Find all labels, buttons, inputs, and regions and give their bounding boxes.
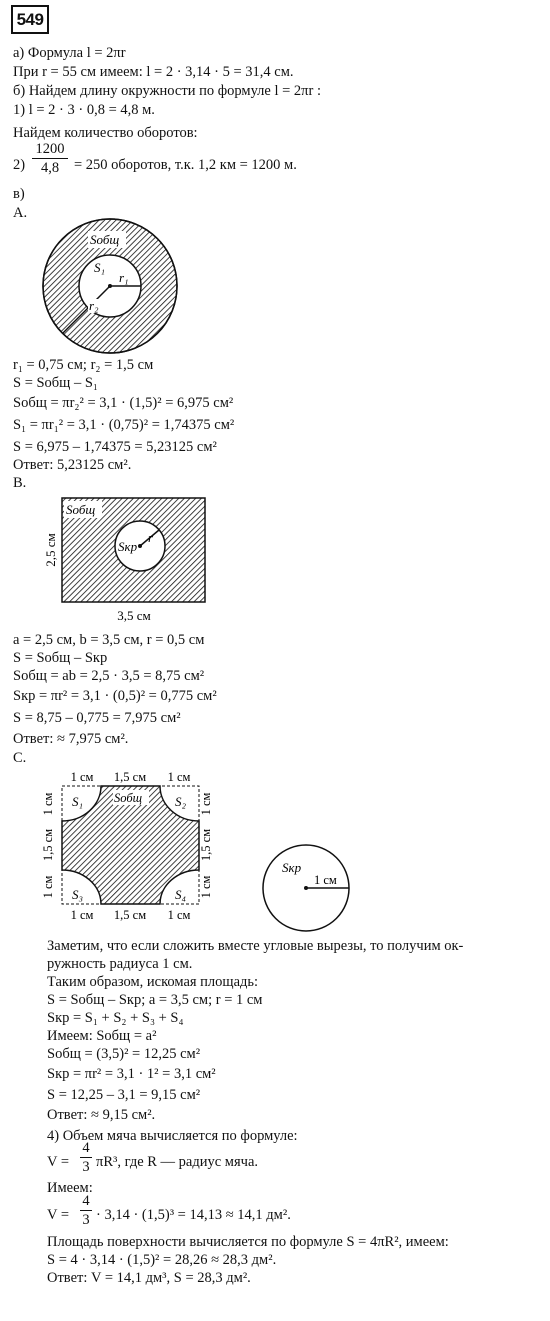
label-r-b: r xyxy=(148,530,154,545)
part-b-step2-result: = 250 оборотов, т.к. 1,2 км = 1200 м. xyxy=(74,157,297,173)
label-s-kr-b: Sкр xyxy=(118,539,138,554)
bottom-label-3: 1 см xyxy=(167,908,191,922)
part-4-answer: Ответ: V = 14,1 дм³, S = 28,3 дм². xyxy=(47,1270,251,1286)
part-v-b-line-4: Sкр = πr² = 3,1 · (0,5)² = 0,775 см² xyxy=(13,688,217,704)
part-4-calc-post: · 3,14 · (1,5)³ = 14,13 ≈ 14,1 дм². xyxy=(96,1207,291,1223)
part-v-c-line-5: Sкр = S₁ + S₂ + S₃ + S₄ xyxy=(47,1010,184,1026)
part-v-c-line-4: S = Sобщ – Sкр; a = 3,5 см; r = 1 см xyxy=(47,992,263,1008)
label-s-total-c: Sобщ xyxy=(114,791,143,805)
part-v-c-line-6: Имеем: Sобщ = a² xyxy=(47,1028,157,1044)
part-v-a-line-1: r₁ = 0,75 см; r₂ = 1,5 см xyxy=(13,357,154,373)
part-v-b-line-5: S = 8,75 – 0,775 = 7,975 см² xyxy=(13,710,181,726)
top-label-3: 1 см xyxy=(167,770,191,784)
left-label-2: 1,5 см xyxy=(41,828,55,862)
part-v-c-line-10: Ответ: ≈ 9,15 см². xyxy=(47,1107,156,1123)
part-v-a-line-6: Ответ: 5,23125 см². xyxy=(13,457,132,473)
part-v-b-line-2: S = Sобщ – Sкр xyxy=(13,650,108,666)
bottom-label-1: 1 см xyxy=(70,908,94,922)
part-b-heading: Найдем количество оборотов: xyxy=(13,125,198,141)
right-label-1: 1 см xyxy=(199,792,213,816)
label-s3-c: S₃ xyxy=(72,887,84,902)
fraction-bar xyxy=(32,158,68,159)
right-label-2: 1,5 см xyxy=(199,828,213,862)
part-4-have: Имеем: xyxy=(47,1180,93,1196)
part-v-label: в) xyxy=(13,186,25,202)
part-b-formula: б) Найдем длину окружности по формуле l = 2πr : xyxy=(13,83,321,99)
annulus-figure xyxy=(30,215,185,355)
fraction-numerator: 4 xyxy=(82,1140,90,1156)
part-v-a-line-2: S = Sобщ – S₁ xyxy=(13,375,98,391)
part-v-b-line-3: Sобщ = ab = 2,5 · 3,5 = 8,75 см² xyxy=(13,668,205,684)
part-4-calc-fraction xyxy=(80,1193,92,1228)
part-4-formula-fraction xyxy=(80,1140,92,1175)
bottom-label-2: 1,5 см xyxy=(113,908,147,922)
label-s1: S₁ xyxy=(94,260,106,275)
part-b-step1: 1) l = 2 · 3 · 0,8 = 4,8 м. xyxy=(13,102,155,118)
fraction-bar xyxy=(80,1210,92,1211)
part-v-c-line-9: S = 12,25 – 3,1 = 9,15 см² xyxy=(47,1087,201,1103)
part-v-c-line-7: Sобщ = (3,5)² = 12,25 см² xyxy=(47,1046,201,1062)
label-s-total: Sобщ xyxy=(90,232,120,247)
fraction-numerator: 1200 xyxy=(35,141,65,157)
label-s2-c: S₂ xyxy=(175,794,187,809)
part-4-calc-pre: V = xyxy=(47,1207,70,1223)
part-v-a-line-4: S₁ = πr₁² = 3,1 · (0,75)² = 1,74375 см² xyxy=(13,417,235,433)
left-label-3: 1 см xyxy=(41,875,55,899)
part-v-a-line-3: Sобщ = πr₂² = 3,1 · (1,5)² = 6,975 см² xyxy=(13,395,234,411)
part-b-fraction xyxy=(32,141,68,176)
part-v-c-line-8: Sкр = πr² = 3,1 · 1² = 3,1 см² xyxy=(47,1066,216,1082)
fraction-bar xyxy=(80,1157,92,1158)
part-v-b-line-6: Ответ: ≈ 7,975 см². xyxy=(13,731,129,747)
label-side-left: 2,5 см xyxy=(43,533,58,567)
rectangle-figure xyxy=(42,493,212,625)
label-s-kr-c: Sкр xyxy=(282,860,302,875)
part-v-c-line-2: ружность радиуса 1 см. xyxy=(47,956,193,972)
part-4-surface-formula: Площадь поверхности вычисляется по формуле S = 4πR², имеем: xyxy=(47,1234,449,1250)
part-v-c-line-1: Заметим, что если сложить вместе угловые вырезы, то получим ок- xyxy=(47,938,464,954)
part-v-c-label: С. xyxy=(13,750,27,766)
square-figure xyxy=(40,764,220,924)
part-a-calc: При r = 55 см имеем: l = 2 · 3,14 · 5 = 31,4 см. xyxy=(13,64,294,80)
label-radius-c: 1 см xyxy=(314,873,337,887)
problem-number: 549 xyxy=(11,5,49,34)
part-4-heading: 4) Объем мяча вычисляется по формуле: xyxy=(47,1128,298,1144)
part-v-b-line-1: a = 2,5 см, b = 3,5 см, r = 0,5 см xyxy=(13,632,205,648)
part-v-a-label: А. xyxy=(13,205,28,221)
label-s1-c: S₁ xyxy=(72,794,84,809)
top-label-2: 1,5 см xyxy=(113,770,147,784)
label-r1: r₁ xyxy=(119,270,129,285)
label-r2: r₂ xyxy=(89,298,99,313)
right-label-3: 1 см xyxy=(199,875,213,899)
part-4-formula-post: πR³, где R — радиус мяча. xyxy=(96,1154,259,1170)
left-label-1: 1 см xyxy=(41,792,55,816)
top-label-1: 1 см xyxy=(70,770,94,784)
part-v-b-label: В. xyxy=(13,475,27,491)
part-v-c-line-3: Таким образом, искомая площадь: xyxy=(47,974,259,990)
part-a-formula: а) Формула l = 2πr xyxy=(13,45,126,61)
label-s4-c: S₄ xyxy=(175,887,187,902)
fraction-numerator: 4 xyxy=(82,1193,90,1209)
fraction-denominator: 3 xyxy=(82,1212,90,1228)
part-b-step2-label: 2) xyxy=(13,157,26,173)
label-side-bottom: 3,5 см xyxy=(117,608,151,623)
part-4-surface-calc: S = 4 · 3,14 · (1,5)² = 28,26 ≈ 28,3 дм². xyxy=(47,1252,277,1268)
part-4-formula-pre: V = xyxy=(47,1154,70,1170)
fraction-denominator: 4,8 xyxy=(40,160,60,176)
fraction-denominator: 3 xyxy=(82,1159,90,1175)
unit-circle-figure xyxy=(258,842,358,934)
label-s-total-b: Sобщ xyxy=(66,502,96,517)
part-v-a-line-5: S = 6,975 – 1,74375 = 5,23125 см² xyxy=(13,439,217,455)
